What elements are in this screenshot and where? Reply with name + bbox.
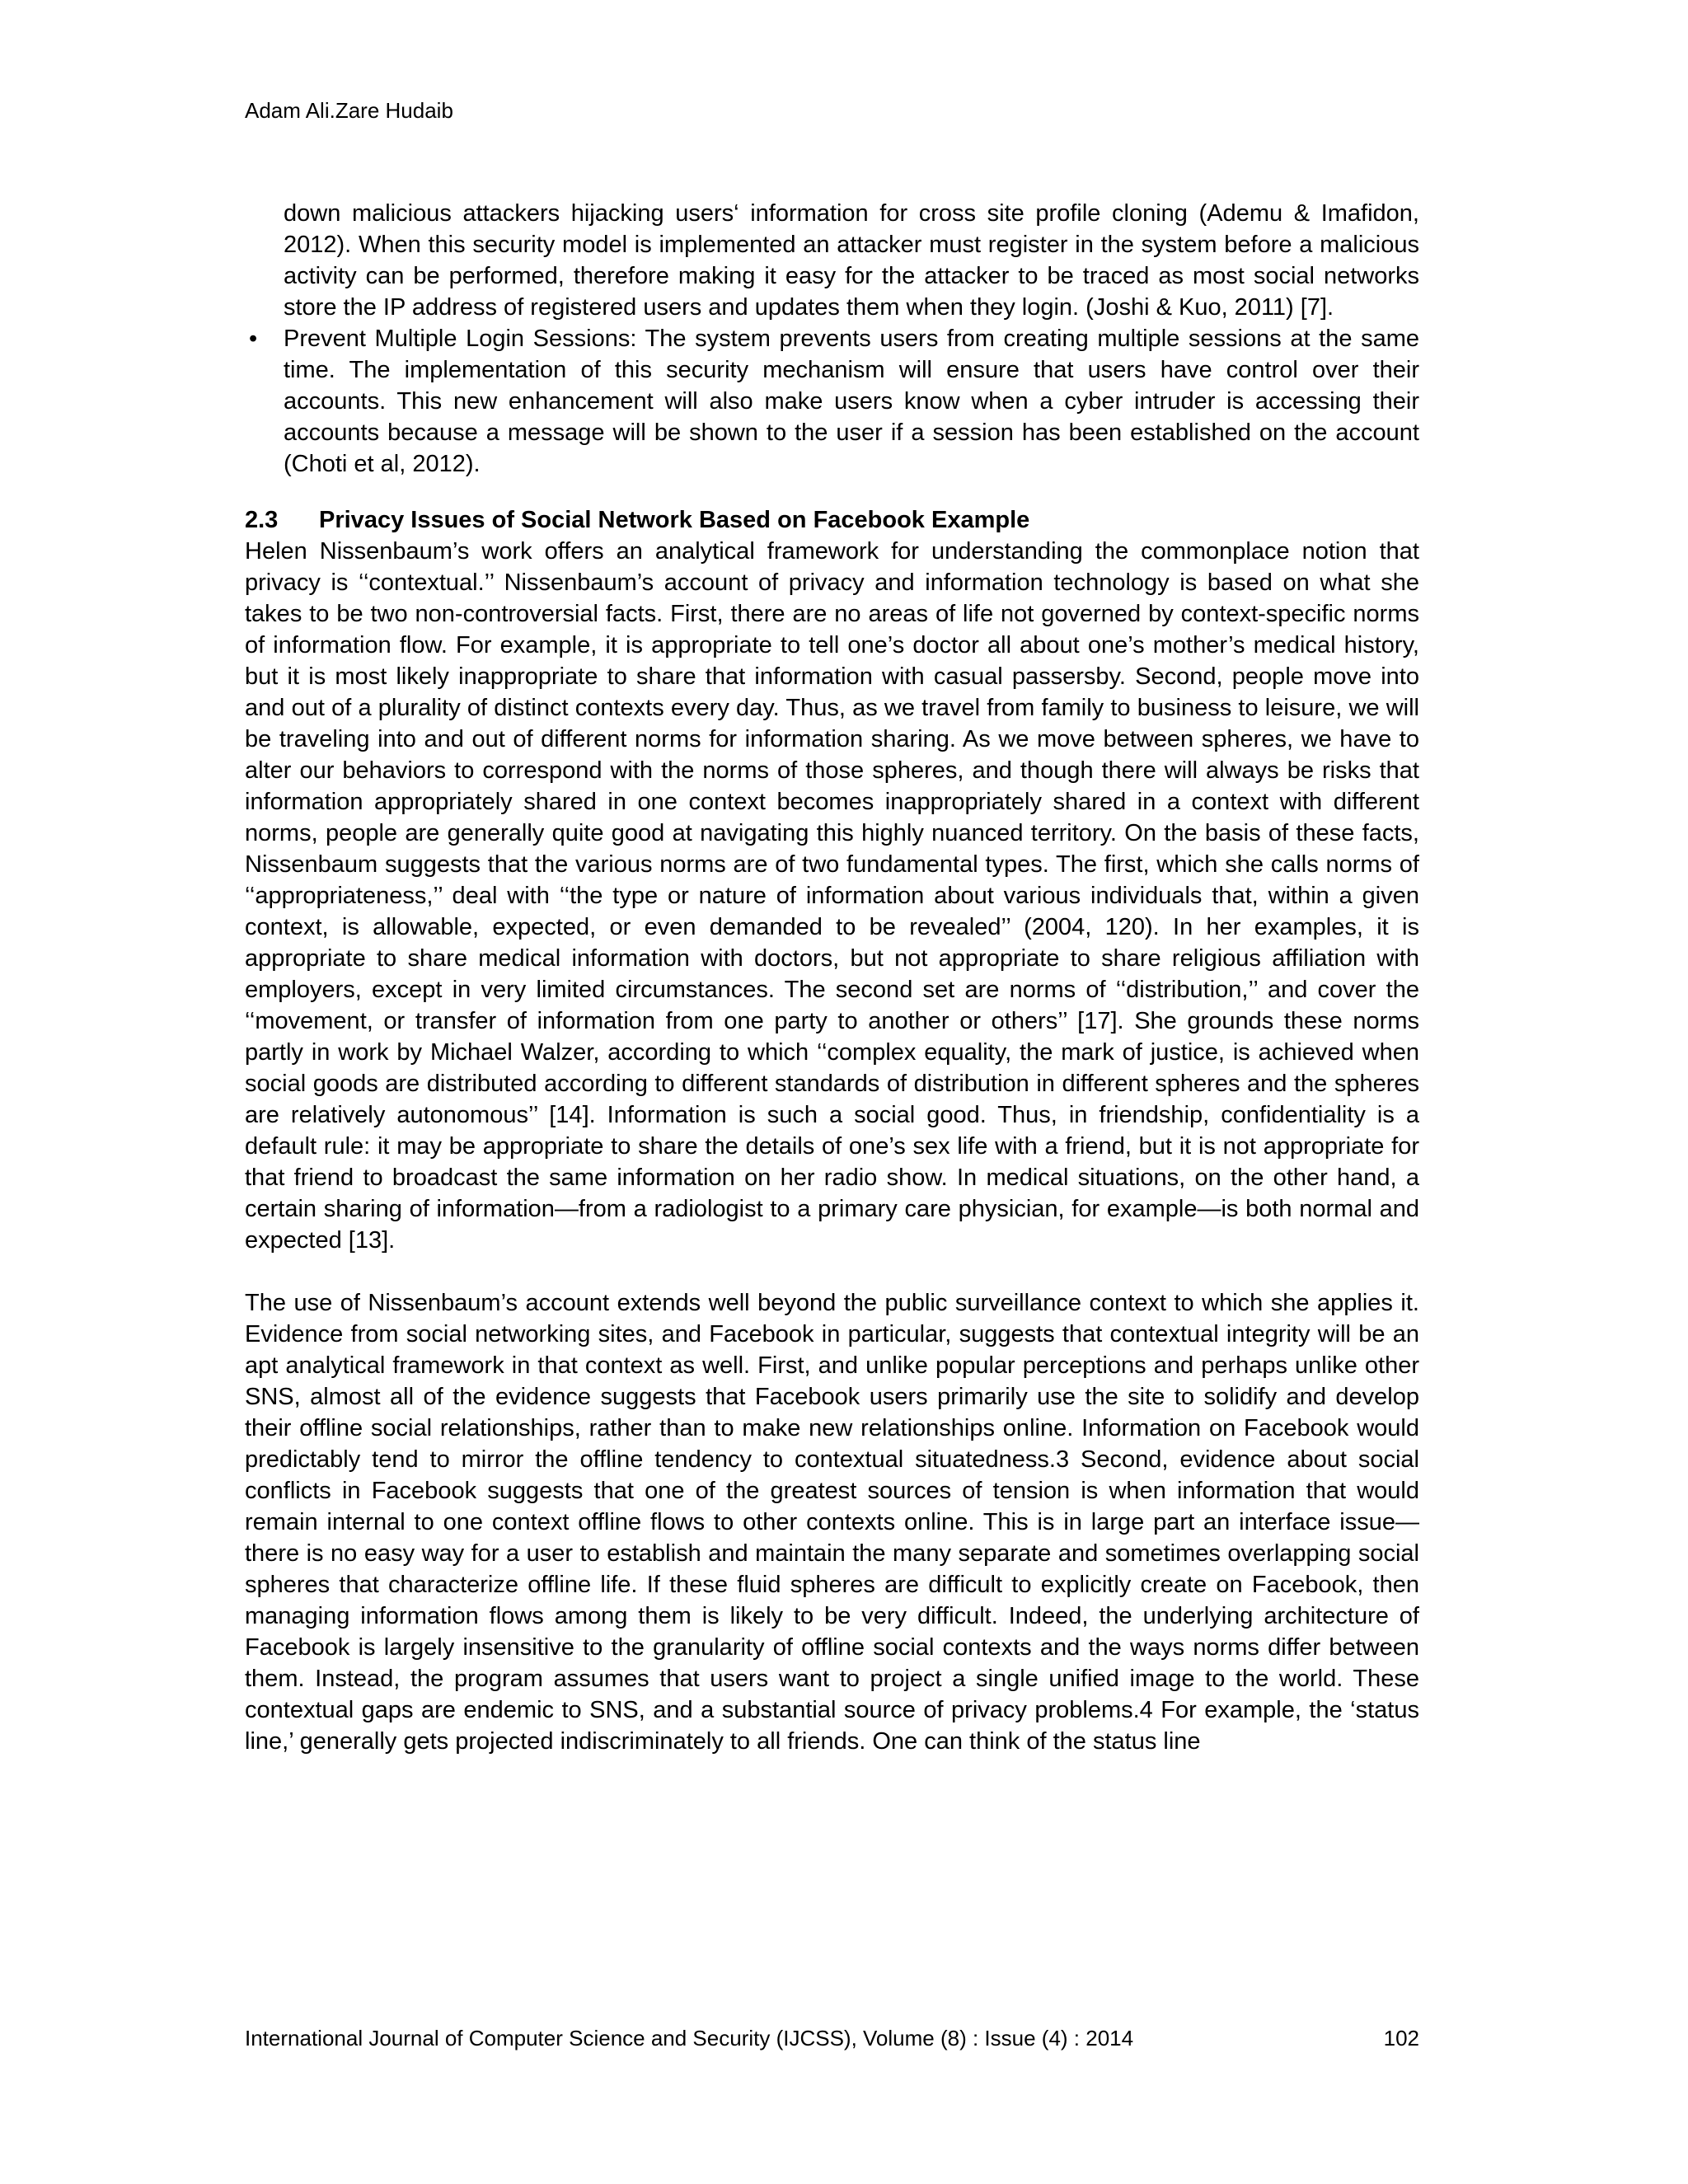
- footer-journal-citation: International Journal of Computer Science and Security (IJCSS), Volume (8) : Issue (4) : 2014: [245, 2026, 1134, 2050]
- continued-bullet-text: down malicious attackers hijacking users‘ information for cross site profile cloning (Ademu & Imafidon, 2012). When this security model is implemented an attacker must register in the system before a malicious activity can be performed, therefore making it easy for the attacker to be traced as most social networks store the IP address of registered users and updates them when they login. (Joshi & Kuo, 2011) [7].: [284, 200, 1419, 321]
- running-head-author: Adam Ali.Zare Hudaib: [245, 98, 453, 123]
- page-body: [245, 198, 1419, 1757]
- bullet-item-prevent-multiple-login: [245, 323, 1419, 480]
- bullet-list: [245, 323, 1419, 480]
- bullet-icon: •: [249, 326, 258, 352]
- bullet-item-text: Prevent Multiple Login Sessions: The system prevents users from creating multiple sessions at the same time. The implementation of this security mechanism will ensure that users have control over their accounts. This new enhancement will also make users know when a cyber intruder is accessing their accounts because a message will be shown to the user if a session has been established on the account (Choti et al, 2012).: [284, 326, 1419, 477]
- paragraph-facebook-context: The use of Nissenbaum’s account extends well beyond the public surveillance context to which she applies it. Evidence from social networking sites, and Facebook in particular, suggests that contextual integrity will be an apt analytical framework in that context as well. First, and unlike popular perceptions and perhaps unlike other SNS, almost all of the evidence suggests that Facebook users primarily use the site to solidify and develop their offline social relationships, rather than to make new relationships online. Information on Facebook would predictably tend to mirror the offline tendency to contextual situatedness.3 Second, evidence about social conflicts in Facebook suggests that one of the greatest sources of tension is when information that would remain internal to one context offline flows to other contexts online. This is in large part an interface issue—there is no easy way for a user to establish and maintain the many separate and sometimes overlapping social spheres that characterize offline life. If these fluid spheres are difficult to explicitly create on Facebook, then managing information flows among them is likely to be very difficult. Indeed, the underlying architecture of Facebook is largely insensitive to the granularity of offline social contexts and the ways norms differ between them. Instead, the program assumes that users want to project a single unified image to the world. These contextual gaps are endemic to SNS, and a substantial source of privacy problems.4 For example, the ‘status line,’ generally gets projected indiscriminately to all friends. One can think of the status line: [245, 1290, 1419, 1755]
- paragraph-nissenbaum-framework: Helen Nissenbaum’s work offers an analytical framework for understanding the commonplace notion that privacy is ‘‘contextual.’’ Nissenbaum’s account of privacy and information technology is based on what she takes to be two non-controversial facts. First, there are no areas of life not governed by context-specific norms of information flow. For example, it is appropriate to tell one’s doctor all about one’s mother’s medical history, but it is most likely inappropriate to share that information with casual passersby. Second, people move into and out of a plurality of distinct contexts every day. Thus, as we travel from family to business to leisure, we will be traveling into and out of different norms for information sharing. As we move between spheres, we have to alter our behaviors to correspond with the norms of those spheres, and though there will always be risks that information appropriately shared in one context becomes inappropriately shared in a context with different norms, people are generally quite good at navigating this highly nuanced territory. On the basis of these facts, Nissenbaum suggests that the various norms are of two fundamental types. The first, which she calls norms of ‘‘appropriateness,’’ deal with ‘‘the type or nature of information about various individuals that, within a given context, is allowable, expected, or even demanded to be revealed’’ (2004, 120). In her examples, it is appropriate to share medical information with doctors, but not appropriate to share religious affiliation with employers, except in very limited circumstances. The second set are norms of ‘‘distribution,’’ and cover the ‘‘movement, or transfer of information from one party to another or others’’ [17]. She grounds these norms partly in work by Michael Walzer, according to which ‘‘complex equality, the mark of justice, is achieved when social goods are distributed according to different standards of distribution in different spheres and the spheres are relatively autonomous’’ [14]. Information is such a social good. Thus, in friendship, confidentiality is a default rule: it may be appropriate to share the details of one’s sex life with a friend, but it is not appropriate for that friend to broadcast the same information on her radio show. In medical situations, on the other hand, a certain sharing of information—from a radiologist to a primary care physician, for example—is both normal and expected [13].: [245, 538, 1419, 1254]
- footer-page-number: 102: [1383, 2026, 1419, 2050]
- section-number: 2.3: [245, 507, 279, 533]
- section-heading: [245, 504, 1419, 536]
- section-title: Privacy Issues of Social Network Based on Facebook Example: [319, 507, 1030, 533]
